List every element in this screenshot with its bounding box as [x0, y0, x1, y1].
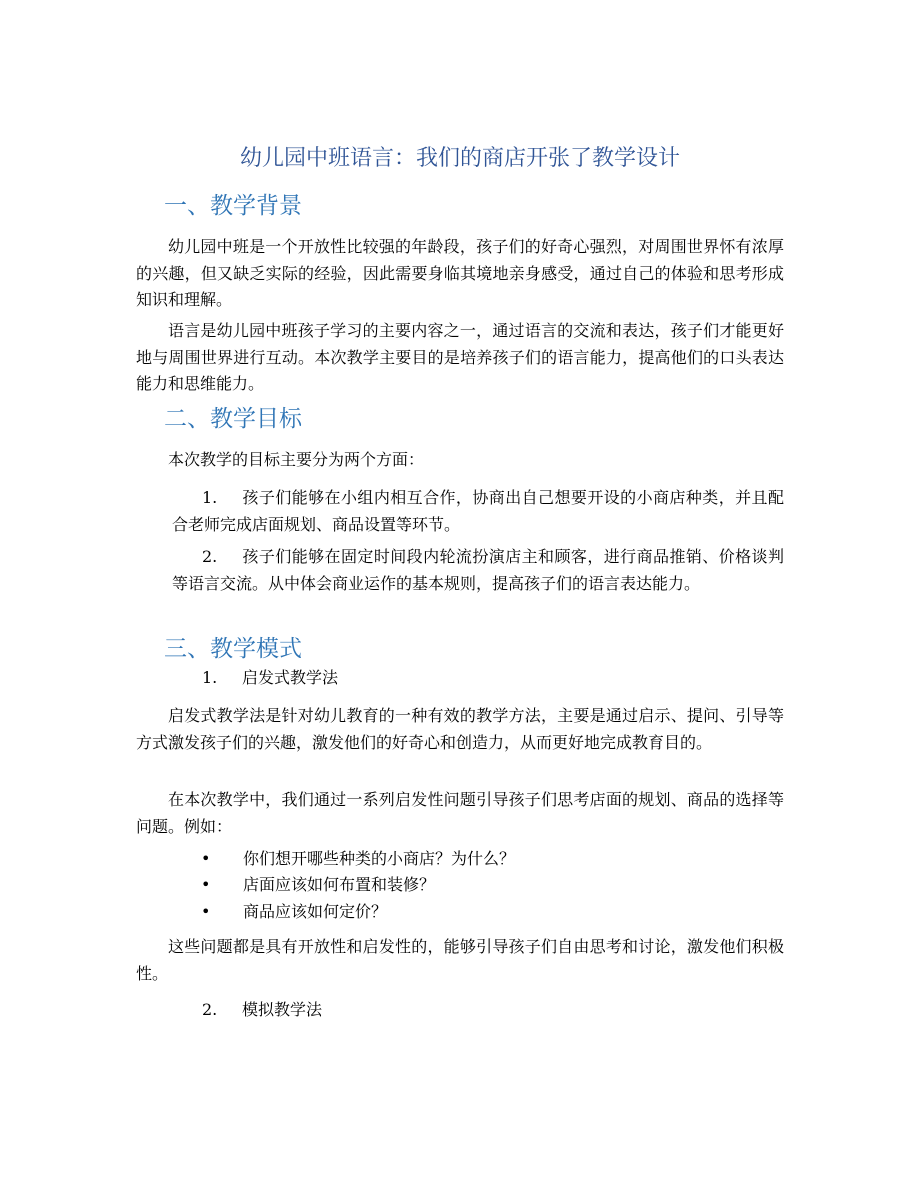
- bullet-icon: •: [201, 849, 211, 868]
- paragraph: 语言是幼儿园中班孩子学习的主要内容之一，通过语言的交流和表达，孩子们才能更好地与周围世界进行互动。本次教学主要目的是培养孩子们的语言能力，提高他们的口头表达能力和思维能力。: [136, 321, 784, 393]
- list-item-text: 模拟教学法: [242, 1000, 323, 1019]
- list-item-text: 孩子们能够在固定时间段内轮流扮演店主和顾客，进行商品推销、价格谈判等语言交流。从中体会商业运作的基本规则，提高孩子们的语言表达能力。: [172, 547, 784, 593]
- list-item: [172, 664, 784, 691]
- bullet-text: 你们想开哪些种类的小商店？为什么？: [243, 849, 516, 868]
- section-heading-background: 一、教学背景: [164, 193, 302, 219]
- bullet-icon: •: [201, 902, 211, 921]
- bullet-item: [196, 846, 515, 872]
- list-number: 2.: [202, 1000, 218, 1019]
- document-title: 幼儿园中班语言：我们的商店开张了教学设计: [239, 146, 680, 171]
- bullet-item: [196, 899, 387, 925]
- list-number: 2.: [202, 547, 218, 566]
- list-item: [172, 543, 784, 597]
- section-heading-mode: 三、教学模式: [164, 636, 302, 662]
- bullet-item: [196, 872, 435, 898]
- list-item: [172, 484, 784, 538]
- bullet-text: 商品应该如何定价？: [243, 902, 388, 921]
- list-item-text: 孩子们能够在小组内相互合作，协商出自己想要开设的小商店种类，并且配合老师完成店面规划、商品设置等环节。: [172, 488, 784, 534]
- list-number: 1.: [202, 668, 218, 687]
- paragraph: 这些问题都是具有开放性和启发性的，能够引导孩子们自由思考和讨论，激发他们积极性。: [136, 937, 784, 983]
- bullet-icon: •: [201, 875, 211, 894]
- paragraph: 在本次教学中，我们通过一系列启发性问题引导孩子们思考店面的规划、商品的选择等问题。例如：: [136, 790, 784, 836]
- section-heading-goals: 二、教学目标: [164, 406, 302, 432]
- list-number: 1.: [202, 488, 218, 507]
- list-item: [172, 996, 784, 1023]
- bullet-text: 店面应该如何布置和装修？: [243, 875, 436, 894]
- paragraph: 启发式教学法是针对幼儿教育的一种有效的教学方法，主要是通过启示、提问、引导等方式激发孩子们的兴趣，激发他们的好奇心和创造力，从而更好地完成教育目的。: [136, 706, 784, 752]
- paragraph: 幼儿园中班是一个开放性比较强的年龄段，孩子们的好奇心强烈，对周围世界怀有浓厚的兴趣，但又缺乏实际的经验，因此需要身临其境地亲身感受，通过自己的体验和思考形成知识和理解。: [136, 237, 784, 309]
- list-item-text: 启发式教学法: [242, 668, 339, 687]
- paragraph: 本次教学的目标主要分为两个方面：: [168, 450, 425, 469]
